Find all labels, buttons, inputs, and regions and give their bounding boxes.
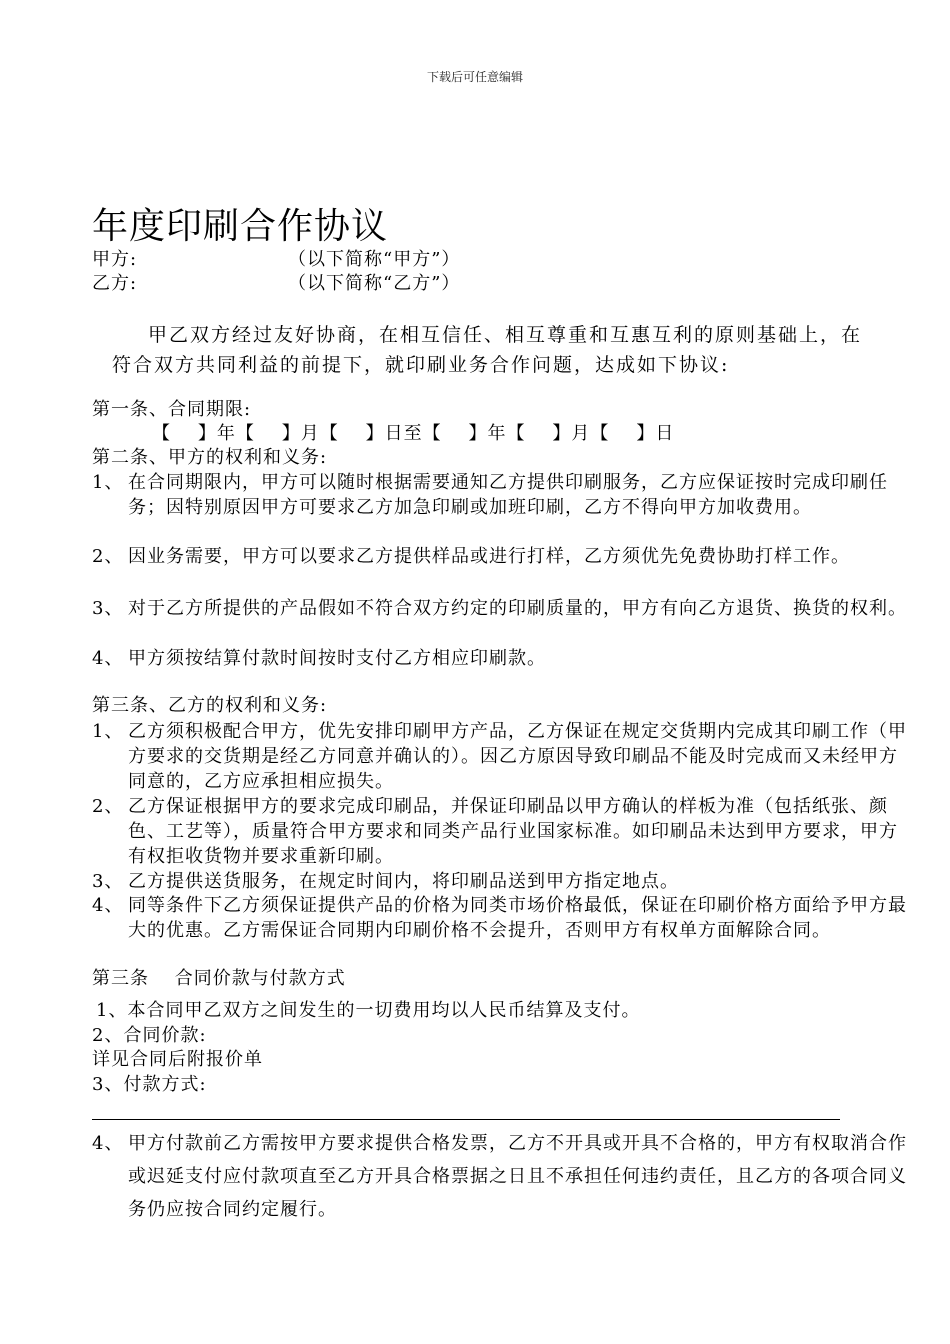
price-note: 详见合同后附报价单 (92, 1049, 263, 1070)
item-text: 甲方须按结算付款时间按时支付乙方相应印刷款。 (128, 648, 546, 669)
article2-heading: 第二条、甲方的权利和义务: (92, 447, 328, 468)
article3-item (92, 794, 908, 869)
item-text: 因业务需要，甲方可以要求乙方提供样品或进行打样，乙方须优先免费协助打样工作。 (128, 546, 850, 567)
article3-item (92, 719, 908, 794)
article2-item (92, 596, 908, 621)
party-b-line (92, 272, 460, 296)
article4-heading: 第三条 合同价款与付款方式 (92, 968, 346, 989)
item-number: 3、 (92, 871, 124, 892)
item-number: 2、 (92, 546, 124, 567)
contract-date-range: 【 】年【 】月【 】日至【 】年【 】月【 】日 (152, 423, 675, 444)
item-text: 甲方付款前乙方需按甲方要求提供合格发票，乙方不开具或开具不合格的，甲方有权取消合作或迟延支付应付款项直至乙方开具合格票据之日且不承担任何违约责任，且乙方的各项合同义务仍应按合同约定履行。 (128, 1133, 907, 1220)
article3-heading: 第三条、乙方的权利和义务: (92, 695, 328, 716)
payment-item-4 (92, 1127, 908, 1226)
payment-item-2: 2、合同价款: (92, 1025, 207, 1046)
item-text: 乙方提供送货服务，在规定时间内，将印刷品送到甲方指定地点。 (128, 871, 679, 892)
article2-item (92, 470, 908, 520)
header-note: 下载后可任意编辑 (426, 70, 523, 84)
item-number: 2、 (92, 796, 124, 817)
item-text: 同等条件下乙方须保证提供产品的价格为同类市场价格最低，保证在印刷价格方面给予甲方最大的优惠。乙方需保证合同期内印刷价格不会提升，否则甲方有权单方面解除合同。 (128, 895, 907, 941)
party-b-label: 乙方: (92, 273, 138, 294)
item-number: 1、 (92, 721, 124, 742)
article3-item (92, 869, 908, 894)
item-number: 3、 (92, 598, 124, 619)
page-title: 年度印刷合作协议 (92, 206, 389, 247)
item-text: 在合同期限内，甲方可以随时根据需要通知乙方提供印刷服务，乙方应保证按时完成印刷任务；因特别原因甲方可要求乙方加急印刷或加班印刷，乙方不得向甲方加收费用。 (128, 472, 888, 518)
article3-item (92, 893, 908, 943)
payment-item-3: 3、付款方式: (92, 1074, 207, 1095)
item-number: 4、 (92, 895, 124, 916)
article1-heading: 第一条、合同期限: (92, 399, 252, 420)
article2-item (92, 646, 908, 671)
party-a-line (92, 248, 460, 272)
party-b-note: （以下简称“乙方”） (288, 273, 461, 294)
article2-item (92, 544, 908, 569)
item-text: 乙方保证根据甲方的要求完成印刷品，并保证印刷品以甲方确认的样板为准（包括纸张、颜色、工艺等），质量符合甲方要求和同类产品行业国家标准。如印刷品未达到甲方要求，甲方有权拒收货物并要求重新印刷。 (128, 796, 898, 867)
blank-fill-line (92, 1119, 840, 1120)
intro-paragraph: 甲乙双方经过友好协商，在相互信任、相互尊重和互惠互利的原则基础上，在符合双方共同利益的前提下，就印刷业务合作问题，达成如下协议: (112, 324, 863, 376)
payment-item-1: 1、本合同甲乙双方之间发生的一切费用均以人民币结算及支付。 (96, 1000, 641, 1021)
item-number: 4、 (92, 1133, 124, 1154)
party-a-label: 甲方: (92, 249, 138, 270)
party-a-note: （以下简称“甲方”） (288, 249, 461, 270)
item-text: 乙方须积极配合甲方，优先安排印刷甲方产品，乙方保证在规定交货期内完成其印刷工作（甲方要求的交货期是经乙方同意并确认的）。因乙方原因导致印刷品不能及时完成而又未经甲方同意的，乙方应承担相应损失。 (128, 721, 907, 792)
item-number: 1、 (92, 472, 124, 493)
item-text: 对于乙方所提供的产品假如不符合双方约定的印刷质量的，甲方有向乙方退货、换货的权利。 (128, 598, 907, 619)
item-number: 4、 (92, 648, 124, 669)
